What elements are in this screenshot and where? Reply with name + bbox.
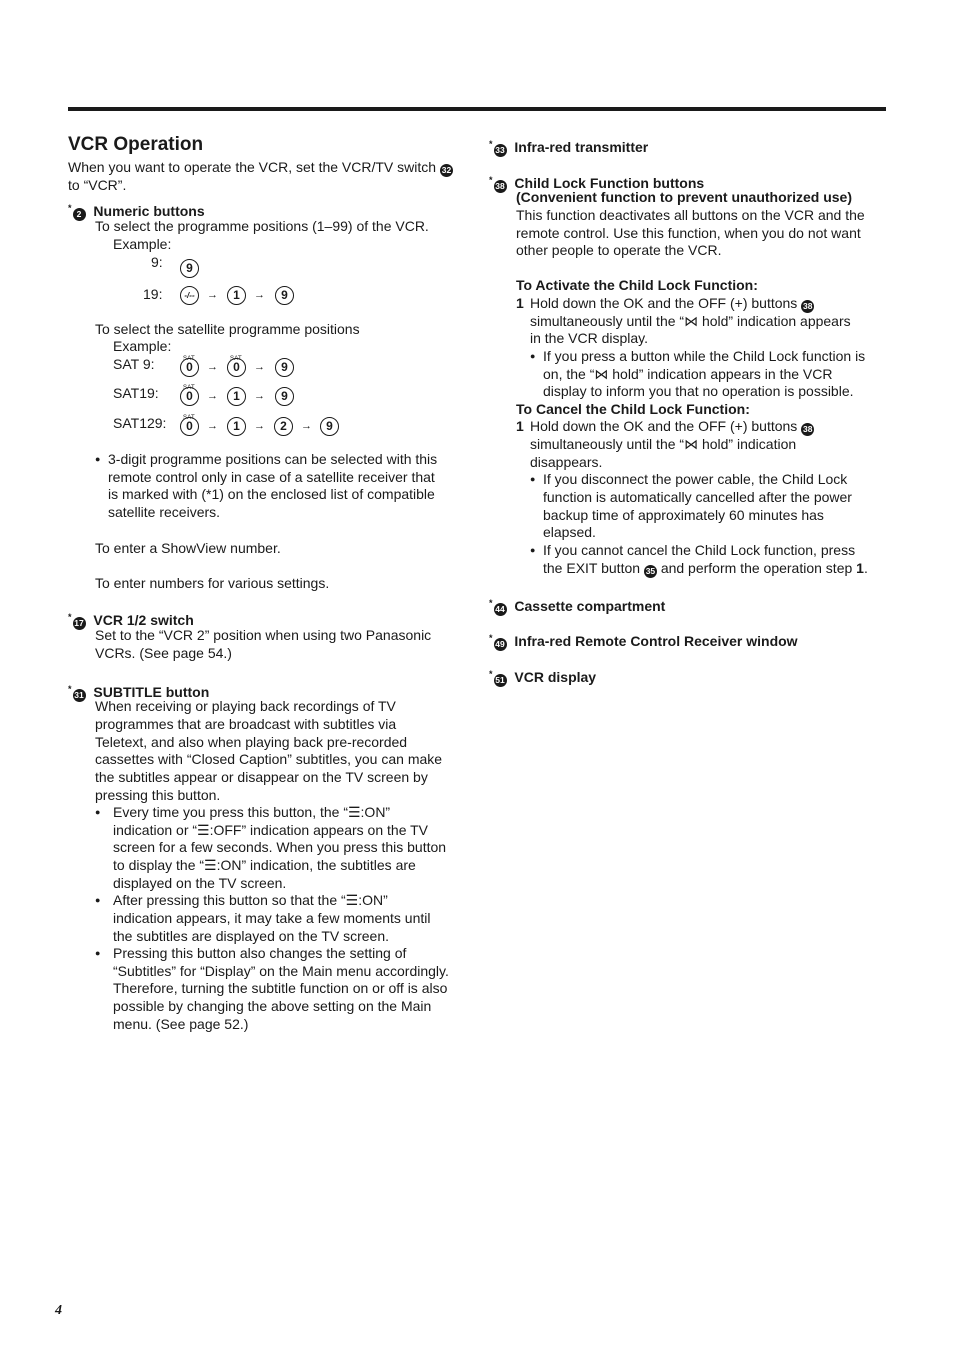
sat-tag: SAT (230, 356, 242, 362)
cancel-line: Hold down the OK and the OFF (+) buttons 38 (530, 418, 813, 434)
settings-text: To enter numbers for various settings. (95, 575, 330, 591)
ref-badge: 32 (441, 165, 452, 175)
bullet-icon: ● (530, 474, 536, 484)
subtitle-b2-line: After pressing this button so that the “☰:ON” (113, 892, 388, 908)
activate-line: in the VCR display. (530, 330, 649, 346)
note-line: remote control only in case of a satellite receiver that (108, 469, 435, 485)
subtitle-b3-line: Pressing this button also changes the setting of (113, 945, 407, 961)
sat-example-label: Example: (113, 338, 172, 354)
subtitle-b1-line: indication or “☰:OFF” indication appears on the TV (113, 822, 428, 838)
childlock-line: This function deactivates all buttons on the VCR and the (516, 207, 865, 223)
bullet-icon: ● (95, 454, 101, 464)
key-0: 0 (180, 358, 199, 377)
activate-bullet-line: If you press a button while the Child Lock function is (543, 348, 866, 364)
cancel-line: disappears. (530, 454, 603, 470)
activate-line: simultaneously until the “⋈ hold” indication appears (530, 313, 851, 329)
page-number: 4 (55, 1303, 62, 1318)
key-0: 0 (180, 387, 199, 406)
sat-desc: To select the satellite programme positions (95, 321, 360, 337)
subtitle-line: the subtitles appear or disappear on the TV screen by (95, 769, 428, 785)
note-line: 3-digit programme positions can be selected with this (108, 451, 438, 467)
numeric-heading: *2 Numeric buttons (68, 203, 205, 219)
childlock-subheading: (Convenient function to prevent unauthorized use) (516, 189, 852, 205)
example-9-label: 9: (151, 254, 163, 270)
activate-heading: To Activate the Child Lock Function: (516, 277, 758, 293)
arrow-icon: → (207, 289, 218, 301)
note-line: satellite receivers. (108, 504, 221, 520)
subtitle-b1-line: displayed on the TV screen. (113, 875, 287, 891)
sat-tag: SAT (183, 356, 195, 362)
vcr12-line: VCRs. (See page 54.) (95, 645, 232, 661)
bullet-icon: ● (95, 895, 101, 905)
arrow-icon: → (254, 420, 265, 432)
ref-badge: 35 (645, 566, 656, 576)
key-9: 9 (275, 387, 294, 406)
ref-badge: 2 (73, 208, 86, 221)
key-9: 9 (180, 259, 199, 278)
display-heading: *51 VCR display (489, 669, 597, 685)
example-label: Example: (113, 236, 172, 252)
arrow-icon: → (207, 420, 218, 432)
subtitle-line: Teletext, and also when playing back pre-recorded (95, 734, 408, 750)
childlock-line: remote control. Use this function, when you do not want (516, 225, 861, 241)
subtitle-b3-line: “Subtitles” for “Display” on the Main menu accordingly. (113, 963, 449, 979)
key-1: 1 (227, 417, 246, 436)
cancel-b1-line: elapsed. (543, 524, 596, 540)
cancel-b2-line: the EXIT button 35 and perform the operation step 1. (543, 560, 868, 576)
ref-badge: 31 (74, 690, 84, 700)
arrow-icon: → (254, 361, 265, 373)
vcr12-heading: *17 VCR 1/2 switch (68, 612, 194, 628)
ref-badge: 38 (802, 301, 813, 311)
key-0: 0 (227, 358, 246, 377)
key-2: 2 (274, 417, 293, 436)
key-9: 9 (275, 286, 294, 305)
subtitle-line: programmes that are broadcast with subtitles via (95, 716, 397, 732)
intro-line-2: to “VCR”. (68, 177, 127, 193)
sat-tag: SAT (183, 385, 195, 391)
numeric-desc: To select the programme positions (1–99) of the VCR. (95, 218, 429, 234)
activate-line: Hold down the OK and the OFF (+) buttons 38 (530, 295, 813, 311)
subtitle-b3-line: menu. (See page 52.) (113, 1016, 249, 1032)
key-1: 1 (227, 286, 246, 305)
activate-bullet-line: display to inform you that no operation is possible. (543, 383, 854, 399)
key-9: 9 (275, 358, 294, 377)
arrow-icon: → (254, 390, 265, 402)
subtitle-b3-line: Therefore, turning the subtitle function on or off is also (113, 980, 448, 996)
subtitle-b3-line: possible by changing the above setting on the Main (113, 998, 432, 1014)
subtitle-line: pressing this button. (95, 787, 221, 803)
arrow-icon: → (207, 390, 218, 402)
ref-badge: 49 (495, 639, 505, 649)
arrow-icon: → (301, 420, 312, 432)
activate-bullet-line: on, the “⋈ hold” indication appears in the VCR (543, 366, 833, 382)
subtitle-b1-line: to display the “☰:ON” indication, the subtitles are (113, 857, 416, 873)
step-number: 1 (516, 418, 524, 434)
intro-line-1: When you want to operate the VCR, set the VCR/TV switch 32 (68, 159, 452, 175)
subtitle-b2-line: the subtitles are displayed on the TV screen. (113, 928, 390, 944)
sat9-label: SAT 9: (113, 356, 155, 372)
vcr12-line: Set to the “VCR 2” position when using two Panasonic (95, 627, 432, 643)
top-rule (68, 107, 886, 111)
showview-text: To enter a ShowView number. (95, 540, 281, 556)
cancel-b1-line: If you disconnect the power cable, the Child Lock (543, 471, 848, 487)
bullet-icon: ● (95, 807, 101, 817)
cancel-line: simultaneously until the “⋈ hold” indication (530, 436, 797, 452)
sat-tag: SAT (183, 415, 195, 421)
cancel-b1-line: backup time of approximately 60 minutes has (543, 507, 824, 523)
cancel-heading: To Cancel the Child Lock Function: (516, 401, 750, 417)
section-title: VCR Operation (68, 134, 204, 155)
subtitle-line: cassettes with “Closed Caption” subtitles, you can make (95, 751, 443, 767)
cancel-b1-line: function is automatically cancelled after the power (543, 489, 852, 505)
ref-badge: 38 (495, 181, 505, 191)
bullet-icon: ● (95, 948, 101, 958)
key-0: 0 (180, 417, 199, 436)
subtitle-b1-line: screen for a few seconds. When you press this button (113, 839, 447, 855)
childlock-line: other people to operate the VCR. (516, 242, 722, 258)
ref-badge: 38 (802, 424, 813, 434)
subtitle-heading: *31 SUBTITLE button (68, 684, 210, 700)
subtitle-b1-line: Every time you press this button, the “☰:ON” (113, 804, 391, 820)
ref-badge: 44 (495, 604, 505, 614)
cancel-b2-line: If you cannot cancel the Child Lock function, press (543, 542, 856, 558)
ref-badge: 33 (495, 145, 505, 155)
example-19-label: 19: (143, 286, 163, 302)
note-line: is marked with (*1) on the enclosed list of compatible (108, 486, 435, 502)
bullet-icon: ● (530, 545, 536, 555)
key-dash: -/-- (180, 286, 199, 305)
subtitle-b2-line: indication appears, it may take a few moments until (113, 910, 431, 926)
step-number: 1 (516, 295, 524, 311)
ref-badge: 51 (495, 675, 505, 685)
sat19-label: SAT19: (113, 385, 159, 401)
arrow-icon: → (207, 361, 218, 373)
childlock-heading: *38 Child Lock Function buttons (489, 175, 705, 191)
subtitle-line: When receiving or playing back recordings of TV (95, 698, 396, 714)
arrow-icon: → (254, 289, 265, 301)
key-9: 9 (320, 417, 339, 436)
sat129-label: SAT129: (113, 415, 167, 431)
ref-badge: 17 (74, 618, 84, 628)
receiver-heading: *49 Infra-red Remote Control Receiver window (489, 633, 798, 649)
bullet-icon: ● (530, 351, 536, 361)
cassette-heading: *44 Cassette compartment (489, 598, 666, 614)
key-1: 1 (227, 387, 246, 406)
infrared-heading: *33 Infra-red transmitter (489, 139, 649, 155)
